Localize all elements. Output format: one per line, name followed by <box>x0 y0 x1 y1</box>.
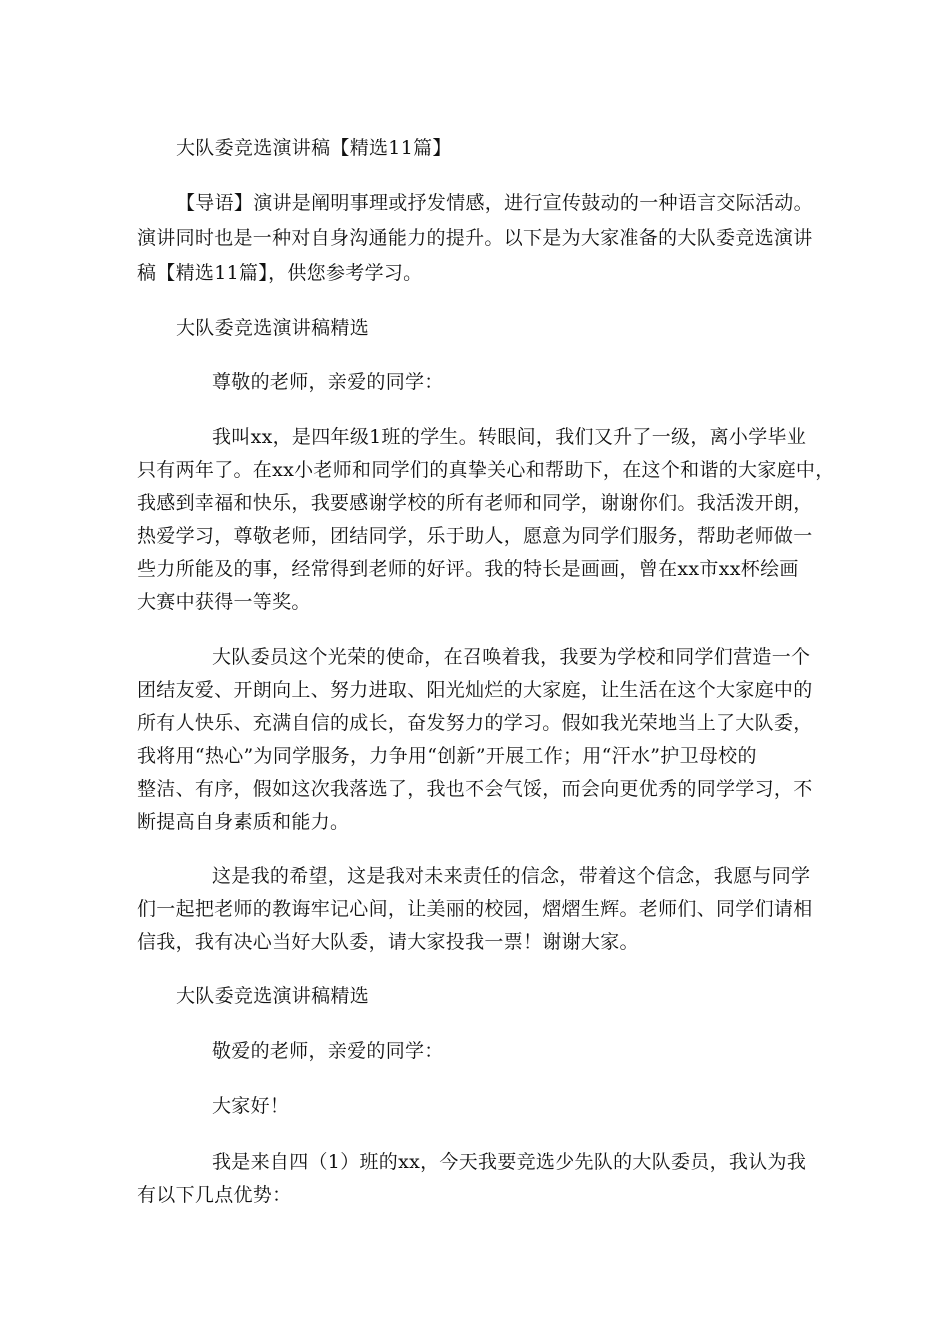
paragraph-line: 断提高自身素质和能力。 <box>137 811 350 833</box>
paragraph-line: 这是我的希望，这是我对未来责任的信念，带着这个信念，我愿与同学 <box>212 865 811 887</box>
greeting-line: 大家好！ <box>212 1095 290 1117</box>
salutation: 敬爱的老师，亲爱的同学： <box>212 1040 444 1062</box>
paragraph-line: 我是来自四（1）班的xx，今天我要竞选少先队的大队委员，我认为我 <box>212 1151 807 1173</box>
section-heading: 大队委竞选演讲稿精选 <box>176 985 370 1007</box>
paragraph-line: 只有两年了。在xx小老师和同学们的真挚关心和帮助下，在这个和谐的大家庭中， <box>137 459 835 481</box>
paragraph-line: 热爱学习，尊敬老师，团结同学，乐于助人，愿意为同学们服务，帮助老师做一 <box>137 525 813 547</box>
paragraph-line: 大赛中获得一等奖。 <box>137 591 311 613</box>
paragraph-line: 所有人快乐、充满自信的成长，奋发努力的学习。假如我光荣地当上了大队委， <box>137 712 813 734</box>
paragraph-line: 信我，我有决心当好大队委，请大家投我一票！谢谢大家。 <box>137 931 639 953</box>
salutation: 尊敬的老师，亲爱的同学： <box>212 371 444 393</box>
paragraph-line: 有以下几点优势： <box>137 1184 292 1206</box>
section-heading: 大队委竞选演讲稿精选 <box>176 317 370 339</box>
intro-line: 演讲同时也是一种对自身沟通能力的提升。以下是为大家准备的大队委竞选演讲 <box>137 227 813 249</box>
paragraph-line: 整洁、有序，假如这次我落选了，我也不会气馁，而会向更优秀的同学学习，不 <box>137 778 813 800</box>
paragraph-line: 团结友爱、开朗向上、努力进取、阳光灿烂的大家庭，让生活在这个大家庭中的 <box>137 679 813 701</box>
intro-line: 稿【精选11篇】，供您参考学习。 <box>137 262 423 284</box>
paragraph-line: 些力所能及的事，经常得到老师的好评。我的特长是画画，曾在xx市xx杯绘画 <box>137 558 799 580</box>
paragraph-line: 们一起把老师的教诲牢记心间，让美丽的校园，熠熠生辉。老师们、同学们请相 <box>137 898 813 920</box>
document-title: 大队委竞选演讲稿【精选11篇】 <box>176 137 452 159</box>
paragraph-line: 我感到幸福和快乐，我要感谢学校的所有老师和同学，谢谢你们。我活泼开朗， <box>137 492 813 514</box>
paragraph-line: 我叫xx，是四年级1班的学生。转眼间，我们又升了一级，离小学毕业 <box>212 426 807 448</box>
paragraph-line: 大队委员这个光荣的使命，在召唤着我，我要为学校和同学们营造一个 <box>212 646 811 668</box>
paragraph-line: 我将用“热心”为同学服务，力争用“创新”开展工作；用“汗水”护卫母校的 <box>137 745 757 767</box>
intro-line: 【导语】演讲是阐明事理或抒发情感，进行宣传鼓动的一种语言交际活动。 <box>176 192 813 214</box>
